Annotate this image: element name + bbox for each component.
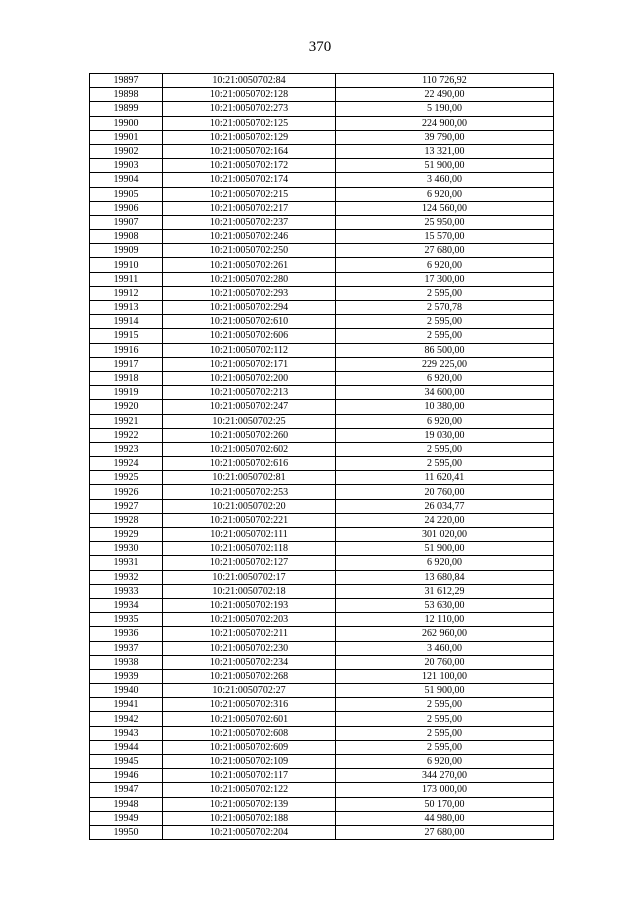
value-cell: 51 900,00: [336, 542, 554, 556]
value-cell: 51 900,00: [336, 684, 554, 698]
value-cell: 2 570,78: [336, 301, 554, 315]
cadastral-number-cell: 10:21:0050702:250: [163, 244, 336, 258]
row-number-cell: 19927: [90, 499, 163, 513]
table-row: [90, 542, 554, 556]
table-row: [90, 769, 554, 783]
row-number-cell: 19947: [90, 783, 163, 797]
cadastral-number-cell: 10:21:0050702:127: [163, 556, 336, 570]
row-number-cell: 19945: [90, 755, 163, 769]
table-row: [90, 825, 554, 839]
table-row: [90, 386, 554, 400]
value-cell: 50 170,00: [336, 797, 554, 811]
table-row: [90, 797, 554, 811]
table-row: [90, 627, 554, 641]
row-number-cell: 19911: [90, 272, 163, 286]
cadastral-number-cell: 10:21:0050702:84: [163, 74, 336, 88]
value-cell: 6 920,00: [336, 187, 554, 201]
value-cell: 3 460,00: [336, 641, 554, 655]
cadastral-number-cell: 10:21:0050702:27: [163, 684, 336, 698]
table-row: [90, 712, 554, 726]
value-cell: 6 920,00: [336, 755, 554, 769]
cadastral-number-cell: 10:21:0050702:111: [163, 528, 336, 542]
value-cell: 12 110,00: [336, 613, 554, 627]
value-cell: 262 960,00: [336, 627, 554, 641]
row-number-cell: 19948: [90, 797, 163, 811]
value-cell: 2 595,00: [336, 286, 554, 300]
value-cell: 51 900,00: [336, 159, 554, 173]
value-cell: 124 560,00: [336, 201, 554, 215]
value-cell: 25 950,00: [336, 215, 554, 229]
value-cell: 6 920,00: [336, 556, 554, 570]
table-row: [90, 471, 554, 485]
cadastral-number-cell: 10:21:0050702:608: [163, 726, 336, 740]
cadastral-number-cell: 10:21:0050702:273: [163, 102, 336, 116]
cadastral-number-cell: 10:21:0050702:215: [163, 187, 336, 201]
table-row: [90, 485, 554, 499]
row-number-cell: 19903: [90, 159, 163, 173]
row-number-cell: 19920: [90, 400, 163, 414]
cadastral-number-cell: 10:21:0050702:200: [163, 371, 336, 385]
value-cell: 3 460,00: [336, 173, 554, 187]
table-body: [90, 74, 554, 840]
row-number-cell: 19932: [90, 570, 163, 584]
cadastral-number-cell: 10:21:0050702:234: [163, 655, 336, 669]
table-row: [90, 88, 554, 102]
cadastral-number-cell: 10:21:0050702:316: [163, 698, 336, 712]
table-row: [90, 244, 554, 258]
value-cell: 10 380,00: [336, 400, 554, 414]
cadastral-number-cell: 10:21:0050702:253: [163, 485, 336, 499]
row-number-cell: 19917: [90, 357, 163, 371]
table-row: [90, 556, 554, 570]
value-cell: 6 920,00: [336, 258, 554, 272]
row-number-cell: 19914: [90, 315, 163, 329]
row-number-cell: 19925: [90, 471, 163, 485]
row-number-cell: 19919: [90, 386, 163, 400]
table-row: [90, 301, 554, 315]
cadastral-number-cell: 10:21:0050702:188: [163, 811, 336, 825]
table-row: [90, 499, 554, 513]
value-cell: 173 000,00: [336, 783, 554, 797]
table-row: [90, 740, 554, 754]
cadastral-number-cell: 10:21:0050702:609: [163, 740, 336, 754]
page-number: 370: [308, 39, 332, 55]
table-row: [90, 144, 554, 158]
value-cell: 2 595,00: [336, 698, 554, 712]
value-cell: 2 595,00: [336, 457, 554, 471]
value-cell: 2 595,00: [336, 740, 554, 754]
row-number-cell: 19942: [90, 712, 163, 726]
row-number-cell: 19937: [90, 641, 163, 655]
table-row: [90, 570, 554, 584]
row-number-cell: 19940: [90, 684, 163, 698]
table-row: [90, 187, 554, 201]
table-row: [90, 102, 554, 116]
row-number-cell: 19907: [90, 215, 163, 229]
table-row: [90, 315, 554, 329]
table-row: [90, 286, 554, 300]
value-cell: 17 300,00: [336, 272, 554, 286]
value-cell: 53 630,00: [336, 598, 554, 612]
value-cell: 2 595,00: [336, 712, 554, 726]
value-cell: 31 612,29: [336, 584, 554, 598]
table-row: [90, 414, 554, 428]
table-row: [90, 598, 554, 612]
table-row: [90, 613, 554, 627]
value-cell: 6 920,00: [336, 371, 554, 385]
value-cell: 20 760,00: [336, 485, 554, 499]
table-row: [90, 698, 554, 712]
cadastral-number-cell: 10:21:0050702:118: [163, 542, 336, 556]
cadastral-number-cell: 10:21:0050702:217: [163, 201, 336, 215]
table-row: [90, 357, 554, 371]
row-number-cell: 19901: [90, 130, 163, 144]
cadastral-number-cell: 10:21:0050702:20: [163, 499, 336, 513]
value-cell: 2 595,00: [336, 315, 554, 329]
table-row: [90, 173, 554, 187]
row-number-cell: 19929: [90, 528, 163, 542]
table-row: [90, 428, 554, 442]
value-cell: 2 595,00: [336, 726, 554, 740]
cadastral-number-cell: 10:21:0050702:17: [163, 570, 336, 584]
cadastral-number-cell: 10:21:0050702:293: [163, 286, 336, 300]
cadastral-number-cell: 10:21:0050702:25: [163, 414, 336, 428]
row-number-cell: 19909: [90, 244, 163, 258]
table-row: [90, 215, 554, 229]
cadastral-number-cell: 10:21:0050702:193: [163, 598, 336, 612]
cadastral-number-cell: 10:21:0050702:237: [163, 215, 336, 229]
cadastral-number-cell: 10:21:0050702:268: [163, 669, 336, 683]
value-cell: 13 680,84: [336, 570, 554, 584]
value-cell: 27 680,00: [336, 825, 554, 839]
cadastral-number-cell: 10:21:0050702:81: [163, 471, 336, 485]
value-cell: 11 620,41: [336, 471, 554, 485]
cadastral-number-cell: 10:21:0050702:602: [163, 442, 336, 456]
row-number-cell: 19916: [90, 343, 163, 357]
row-number-cell: 19897: [90, 74, 163, 88]
value-cell: 110 726,92: [336, 74, 554, 88]
cadastral-number-cell: 10:21:0050702:280: [163, 272, 336, 286]
cadastral-number-cell: 10:21:0050702:204: [163, 825, 336, 839]
table-row: [90, 272, 554, 286]
row-number-cell: 19935: [90, 613, 163, 627]
cadastral-number-cell: 10:21:0050702:203: [163, 613, 336, 627]
row-number-cell: 19921: [90, 414, 163, 428]
table-row: [90, 201, 554, 215]
table-row: [90, 130, 554, 144]
value-cell: 26 034,77: [336, 499, 554, 513]
row-number-cell: 19930: [90, 542, 163, 556]
cadastral-number-cell: 10:21:0050702:221: [163, 513, 336, 527]
table-row: [90, 755, 554, 769]
row-number-cell: 19904: [90, 173, 163, 187]
registry-table: [89, 73, 554, 840]
cadastral-number-cell: 10:21:0050702:211: [163, 627, 336, 641]
table-row: [90, 726, 554, 740]
table-row: [90, 343, 554, 357]
row-number-cell: 19936: [90, 627, 163, 641]
table-row: [90, 371, 554, 385]
cadastral-number-cell: 10:21:0050702:139: [163, 797, 336, 811]
row-number-cell: 19949: [90, 811, 163, 825]
value-cell: 20 760,00: [336, 655, 554, 669]
row-number-cell: 19943: [90, 726, 163, 740]
table-row: [90, 684, 554, 698]
value-cell: 229 225,00: [336, 357, 554, 371]
cadastral-number-cell: 10:21:0050702:117: [163, 769, 336, 783]
table-row: [90, 513, 554, 527]
cadastral-number-cell: 10:21:0050702:601: [163, 712, 336, 726]
row-number-cell: 19902: [90, 144, 163, 158]
row-number-cell: 19910: [90, 258, 163, 272]
table-row: [90, 584, 554, 598]
row-number-cell: 19941: [90, 698, 163, 712]
row-number-cell: 19908: [90, 230, 163, 244]
row-number-cell: 19933: [90, 584, 163, 598]
cadastral-number-cell: 10:21:0050702:128: [163, 88, 336, 102]
cadastral-number-cell: 10:21:0050702:129: [163, 130, 336, 144]
row-number-cell: 19915: [90, 329, 163, 343]
value-cell: 344 270,00: [336, 769, 554, 783]
value-cell: 2 595,00: [336, 442, 554, 456]
value-cell: 44 980,00: [336, 811, 554, 825]
row-number-cell: 19928: [90, 513, 163, 527]
row-number-cell: 19922: [90, 428, 163, 442]
value-cell: 301 020,00: [336, 528, 554, 542]
value-cell: 39 790,00: [336, 130, 554, 144]
cadastral-number-cell: 10:21:0050702:260: [163, 428, 336, 442]
row-number-cell: 19938: [90, 655, 163, 669]
table-row: [90, 400, 554, 414]
row-number-cell: 19944: [90, 740, 163, 754]
value-cell: 22 490,00: [336, 88, 554, 102]
table-row: [90, 159, 554, 173]
cadastral-number-cell: 10:21:0050702:247: [163, 400, 336, 414]
table-row: [90, 641, 554, 655]
value-cell: 13 321,00: [336, 144, 554, 158]
row-number-cell: 19906: [90, 201, 163, 215]
value-cell: 15 570,00: [336, 230, 554, 244]
value-cell: 121 100,00: [336, 669, 554, 683]
value-cell: 5 190,00: [336, 102, 554, 116]
cadastral-number-cell: 10:21:0050702:172: [163, 159, 336, 173]
table-row: [90, 258, 554, 272]
cadastral-number-cell: 10:21:0050702:109: [163, 755, 336, 769]
row-number-cell: 19926: [90, 485, 163, 499]
table-row: [90, 329, 554, 343]
cadastral-number-cell: 10:21:0050702:164: [163, 144, 336, 158]
row-number-cell: 19899: [90, 102, 163, 116]
cadastral-number-cell: 10:21:0050702:616: [163, 457, 336, 471]
row-number-cell: 19946: [90, 769, 163, 783]
value-cell: 19 030,00: [336, 428, 554, 442]
table-row: [90, 655, 554, 669]
table-row: [90, 442, 554, 456]
row-number-cell: 19912: [90, 286, 163, 300]
row-number-cell: 19924: [90, 457, 163, 471]
row-number-cell: 19898: [90, 88, 163, 102]
table-row: [90, 116, 554, 130]
cadastral-number-cell: 10:21:0050702:122: [163, 783, 336, 797]
cadastral-number-cell: 10:21:0050702:112: [163, 343, 336, 357]
table-row: [90, 783, 554, 797]
row-number-cell: 19900: [90, 116, 163, 130]
table-row: [90, 74, 554, 88]
table-row: [90, 457, 554, 471]
row-number-cell: 19934: [90, 598, 163, 612]
value-cell: 27 680,00: [336, 244, 554, 258]
value-cell: 6 920,00: [336, 414, 554, 428]
row-number-cell: 19939: [90, 669, 163, 683]
row-number-cell: 19913: [90, 301, 163, 315]
table-row: [90, 669, 554, 683]
row-number-cell: 19905: [90, 187, 163, 201]
row-number-cell: 19931: [90, 556, 163, 570]
row-number-cell: 19923: [90, 442, 163, 456]
cadastral-number-cell: 10:21:0050702:174: [163, 173, 336, 187]
table-row: [90, 811, 554, 825]
cadastral-number-cell: 10:21:0050702:610: [163, 315, 336, 329]
cadastral-number-cell: 10:21:0050702:230: [163, 641, 336, 655]
cadastral-number-cell: 10:21:0050702:246: [163, 230, 336, 244]
row-number-cell: 19918: [90, 371, 163, 385]
cadastral-number-cell: 10:21:0050702:606: [163, 329, 336, 343]
cadastral-number-cell: 10:21:0050702:213: [163, 386, 336, 400]
value-cell: 86 500,00: [336, 343, 554, 357]
row-number-cell: 19950: [90, 825, 163, 839]
table-row: [90, 528, 554, 542]
value-cell: 34 600,00: [336, 386, 554, 400]
value-cell: 2 595,00: [336, 329, 554, 343]
cadastral-number-cell: 10:21:0050702:18: [163, 584, 336, 598]
value-cell: 224 900,00: [336, 116, 554, 130]
cadastral-number-cell: 10:21:0050702:294: [163, 301, 336, 315]
cadastral-number-cell: 10:21:0050702:125: [163, 116, 336, 130]
value-cell: 24 220,00: [336, 513, 554, 527]
table-row: [90, 230, 554, 244]
cadastral-number-cell: 10:21:0050702:171: [163, 357, 336, 371]
cadastral-number-cell: 10:21:0050702:261: [163, 258, 336, 272]
